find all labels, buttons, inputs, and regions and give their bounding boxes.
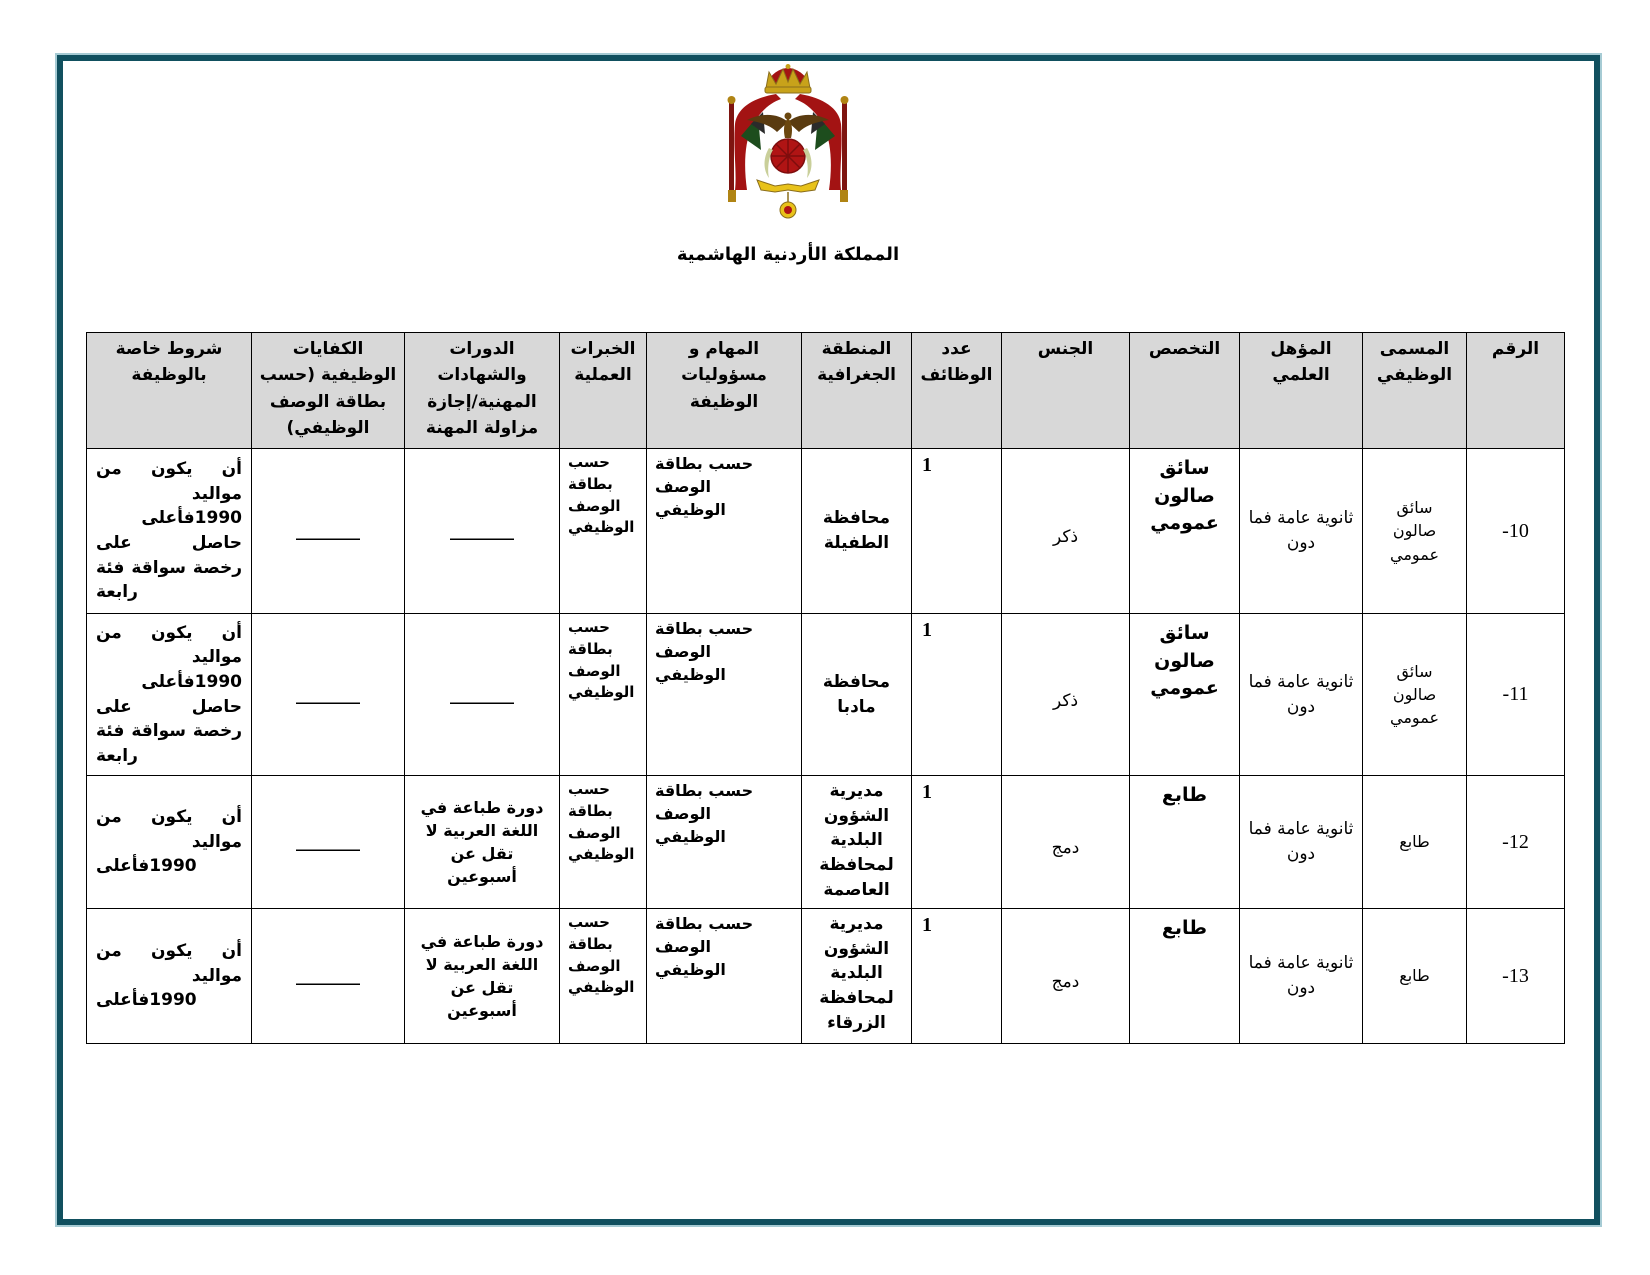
- cell-conditions: أن يكون من مواليد 1990فأعلى: [87, 909, 252, 1044]
- col-header-number: الرقم: [1467, 333, 1565, 449]
- cell-gender: ذكر: [1002, 449, 1130, 614]
- cell-qualification: ثانوية عامة فما دون: [1240, 449, 1363, 614]
- cell-job-title: طابع: [1363, 909, 1467, 1044]
- cell-competencies: ________: [252, 449, 405, 614]
- cell-specialization: طابع: [1130, 776, 1240, 909]
- cell-number: 11-: [1467, 614, 1565, 776]
- cell-courses: ________: [405, 614, 560, 776]
- table-header-row: [87, 333, 1565, 449]
- cell-specialization: سائق صالون عمومي: [1130, 614, 1240, 776]
- rod-left: [729, 102, 734, 194]
- cell-job-title: سائق صالون عمومي: [1363, 614, 1467, 776]
- cell-number: 10-: [1467, 449, 1565, 614]
- cell-specialization: سائق صالون عمومي: [1130, 449, 1240, 614]
- cell-conditions: أن يكون من مواليد 1990فأعلى: [87, 776, 252, 909]
- cell-competencies: ________: [252, 909, 405, 1044]
- jobs-table-wrapper: [86, 332, 1564, 1044]
- col-header-qualification: المؤهل العلمي: [1240, 333, 1363, 449]
- cell-courses: دورة طباعة في اللغة العربية لا تقل عن أسبوعين: [405, 776, 560, 909]
- cell-experience: حسب بطاقة الوصف الوظيفي: [560, 776, 647, 909]
- cell-competencies: ________: [252, 614, 405, 776]
- col-header-specialization: التخصص: [1130, 333, 1240, 449]
- cell-tasks: حسب بطاقة الوصف الوظيفي: [647, 909, 802, 1044]
- cell-courses: ________: [405, 449, 560, 614]
- cell-competencies: ________: [252, 776, 405, 909]
- cell-tasks: حسب بطاقة الوصف الوظيفي: [647, 614, 802, 776]
- table-row-11: [87, 614, 1565, 776]
- col-header-conditions: شروط خاصة بالوظيفة: [87, 333, 252, 449]
- col-header-region: المنطقة الجغرافية: [802, 333, 912, 449]
- cell-gender: دمج: [1002, 909, 1130, 1044]
- cell-vacancies: 1: [912, 614, 1002, 776]
- cell-experience: حسب بطاقة الوصف الوظيفي: [560, 614, 647, 776]
- cell-gender: دمج: [1002, 776, 1130, 909]
- jobs-table: [86, 332, 1565, 1044]
- table-row-13: [87, 909, 1565, 1044]
- cell-region: مديرية الشؤون البلدية لمحافظة العاصمة: [802, 776, 912, 909]
- cell-job-title: سائق صالون عمومي: [1363, 449, 1467, 614]
- col-header-job-title: المسمى الوظيفي: [1363, 333, 1467, 449]
- rod-right: [842, 102, 847, 194]
- cell-qualification: ثانوية عامة فما دون: [1240, 909, 1363, 1044]
- col-header-competencies: الكفايات الوظيفية (حسب بطاقة الوصف الوظيفي): [252, 333, 405, 449]
- cell-experience: حسب بطاقة الوصف الوظيفي: [560, 449, 647, 614]
- cell-region: محافظة مادبا: [802, 614, 912, 776]
- cell-vacancies: 1: [912, 776, 1002, 909]
- col-header-gender: الجنس: [1002, 333, 1130, 449]
- cell-job-title: طابع: [1363, 776, 1467, 909]
- table-row-12: [87, 776, 1565, 909]
- col-header-experience: الخبرات العملية: [560, 333, 647, 449]
- cell-region: مديرية الشؤون البلدية لمحافظة الزرقاء: [802, 909, 912, 1044]
- kingdom-title-calligraphy: المملكة الأردنية الهاشمية: [676, 244, 900, 265]
- cell-number: 12-: [1467, 776, 1565, 909]
- cell-qualification: ثانوية عامة فما دون: [1240, 776, 1363, 909]
- cell-gender: ذكر: [1002, 614, 1130, 776]
- header-logo-block: [648, 64, 928, 265]
- ribbon: [757, 180, 819, 192]
- cell-tasks: حسب بطاقة الوصف الوظيفي: [647, 776, 802, 909]
- cell-conditions: أن يكون من مواليد 1990فأعلى حاصل على رخصة سواقة فئة رابعة: [87, 614, 252, 776]
- cell-conditions: أن يكون من مواليد 1990فأعلى حاصل على رخصة سواقة فئة رابعة: [87, 449, 252, 614]
- cell-region: محافظة الطفيلة: [802, 449, 912, 614]
- col-header-vacancies: عدد الوظائف: [912, 333, 1002, 449]
- jordan-coat-of-arms-icon: [713, 64, 863, 234]
- cell-specialization: طابع: [1130, 909, 1240, 1044]
- cell-vacancies: 1: [912, 449, 1002, 614]
- cell-number: 13-: [1467, 909, 1565, 1044]
- table-row-10: [87, 449, 1565, 614]
- cell-vacancies: 1: [912, 909, 1002, 1044]
- cell-courses: دورة طباعة في اللغة العربية لا تقل عن أسبوعين: [405, 909, 560, 1044]
- cell-tasks: حسب بطاقة الوصف الوظيفي: [647, 449, 802, 614]
- col-header-courses: الدورات والشهادات المهنية/إجازة مزاولة المهنة: [405, 333, 560, 449]
- cell-qualification: ثانوية عامة فما دون: [1240, 614, 1363, 776]
- col-header-tasks: المهام و مسؤوليات الوظيفة: [647, 333, 802, 449]
- cell-experience: حسب بطاقة الوصف الوظيفي: [560, 909, 647, 1044]
